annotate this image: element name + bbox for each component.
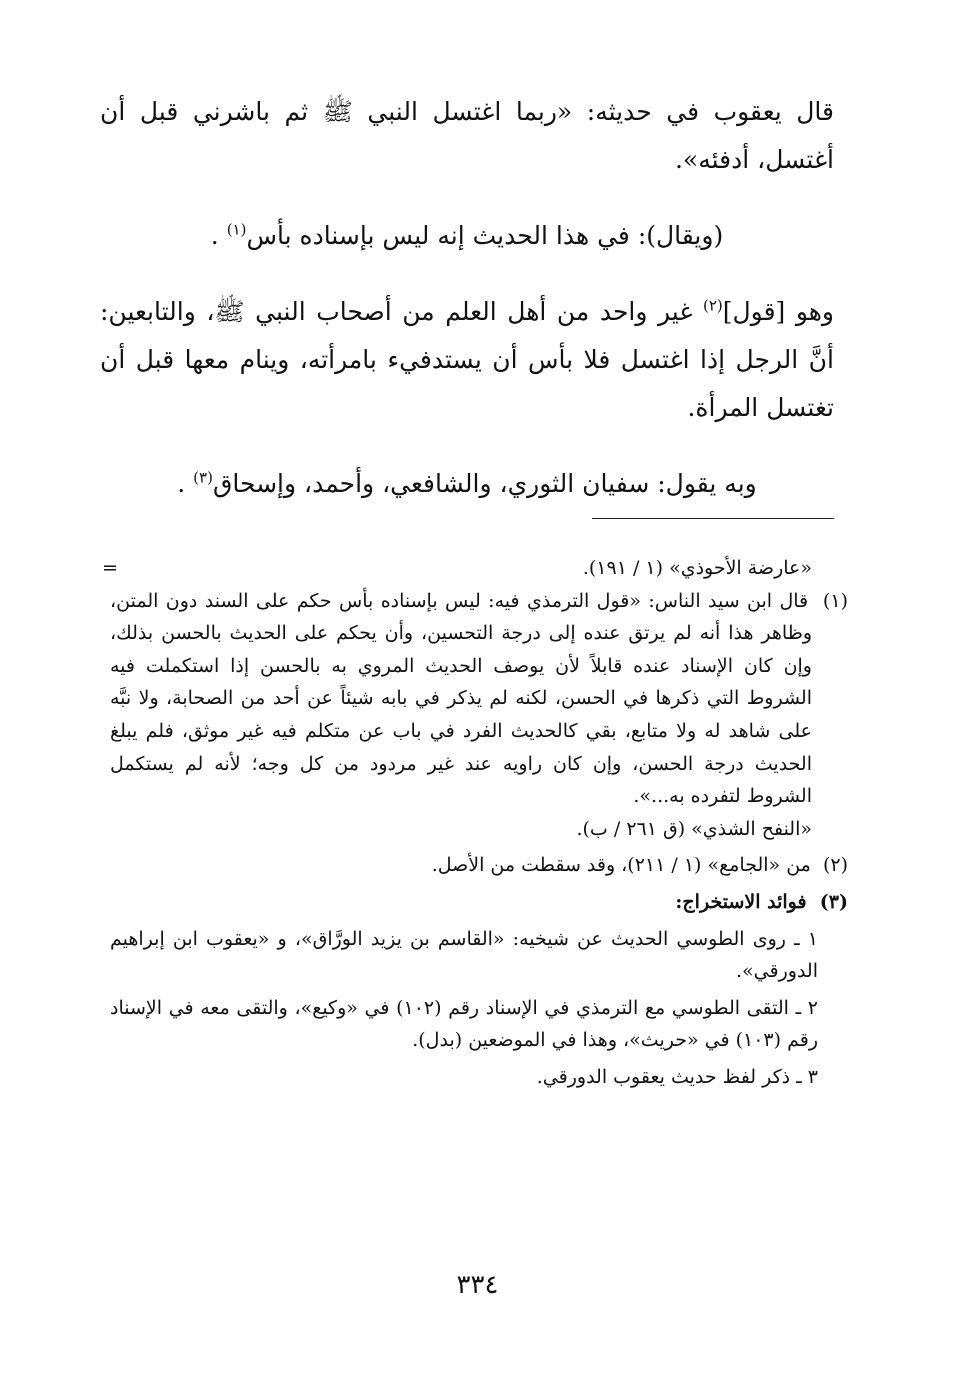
- footnote-number: (١): [822, 589, 848, 612]
- paragraph-text: (ويقال): في هذا الحديث إنه ليس بإسناده بأس: [246, 221, 724, 250]
- footnote-text: قال ابن سيد الناس: «قول الترمذي فيه: ليس بإسناده بأس حكم على السند دون المتن، وظاهر هذا أنه لم يرتق عنده إلى درجة التحسين، وأن يحكم على الحديث بالحسن بذلك، وإن كان الإسناد عنده قابلاً لأن يوصف الحديث المروي به بالحسن إذا استكملت فيه الشروط التي ذكرها في الحسن، لكنه لم يذكر في بابه شيئاً عن أحد من الصحابة، ولا نبَّه على شاهد له ولا متابع، بقي كالحديث الفرد في باب عن متكلم فيه غير موثق، فلم يبلغ الحديث درجة الحسن، وإن كان راويه عند غير مردود من كل وجه؛ لأنه لم يستكمل الشروط لتفرده به...».: [110, 589, 812, 808]
- list-item: ١ ـ روى الطوسي الحديث عن شيخيه: «القاسم بن يزيد الورَّاق»، و «يعقوب ابن إبراهيم الدورقي».: [110, 927, 818, 983]
- footnote-text: من «الجامع» (١ / ٢١١)، وقد سقطت من الأصل.: [431, 854, 811, 877]
- continuation-text: «عارضة الأحوذي» (١ / ١٩١).: [582, 557, 812, 579]
- paragraph-hadith: قال يعقوب في حديثه: «ربما اغتسل النبي ﷺ ثم باشرني قبل أن أغتسل، أدفئه».: [100, 97, 834, 174]
- footnote-ref-2: (٢): [702, 296, 723, 315]
- footnote-1-source: «النفح الشذي» (ق ٢٦١ / ب).: [576, 817, 812, 840]
- footnote-ref-1: (١): [226, 220, 247, 239]
- footnote-separator: [592, 518, 834, 519]
- footnote-1: [110, 585, 848, 813]
- paragraph-text: وهو [قول]: [722, 297, 835, 326]
- page-number: ٣٣٤: [456, 1270, 499, 1300]
- footnotes: [102, 552, 848, 1094]
- paragraph-end: .: [210, 221, 227, 250]
- footnote-number: (٢): [822, 854, 848, 877]
- paragraph-text: وبه يقول: سفيان الثوري، والشافعي، وأحمد، وإسحاق: [212, 469, 757, 498]
- footnote-ref-3: (٣): [193, 468, 213, 487]
- footnote-2: [110, 849, 848, 882]
- paragraph-jurists: [100, 460, 834, 508]
- list-item: ٢ ـ التقى الطوسي مع الترمذي في الإسناد رقم (١٠٢) في «وكيع»، والتقى معه في الإسناد رقم (١٠٣) في «حريث»، وهذا في الموضعين (بدل).: [110, 996, 818, 1052]
- footnote-number: (٣): [819, 890, 848, 913]
- list-item: ٣ ـ ذكر لفظ حديث يعقوب الدورقي.: [536, 1065, 818, 1088]
- continuation-mark: =: [102, 557, 118, 579]
- footnote-continuation: [102, 552, 848, 585]
- paragraph-text: غير واحد من أهل العلم من أصحاب النبي ﷺ، والتابعين: أنَّ الرجل إذا اغتسل فلا بأس أن يستدفيء بامرأته، وينام معها قبل أن تغتسل المرأة.: [100, 297, 834, 422]
- paragraph-end: .: [177, 469, 194, 498]
- footnote-3: [110, 886, 848, 919]
- paragraph-isnad-note: [100, 212, 834, 260]
- paragraph-scholars-opinion: [100, 288, 834, 432]
- footnote-title: فوائد الاستخراج:: [675, 890, 807, 913]
- main-text: [100, 88, 834, 508]
